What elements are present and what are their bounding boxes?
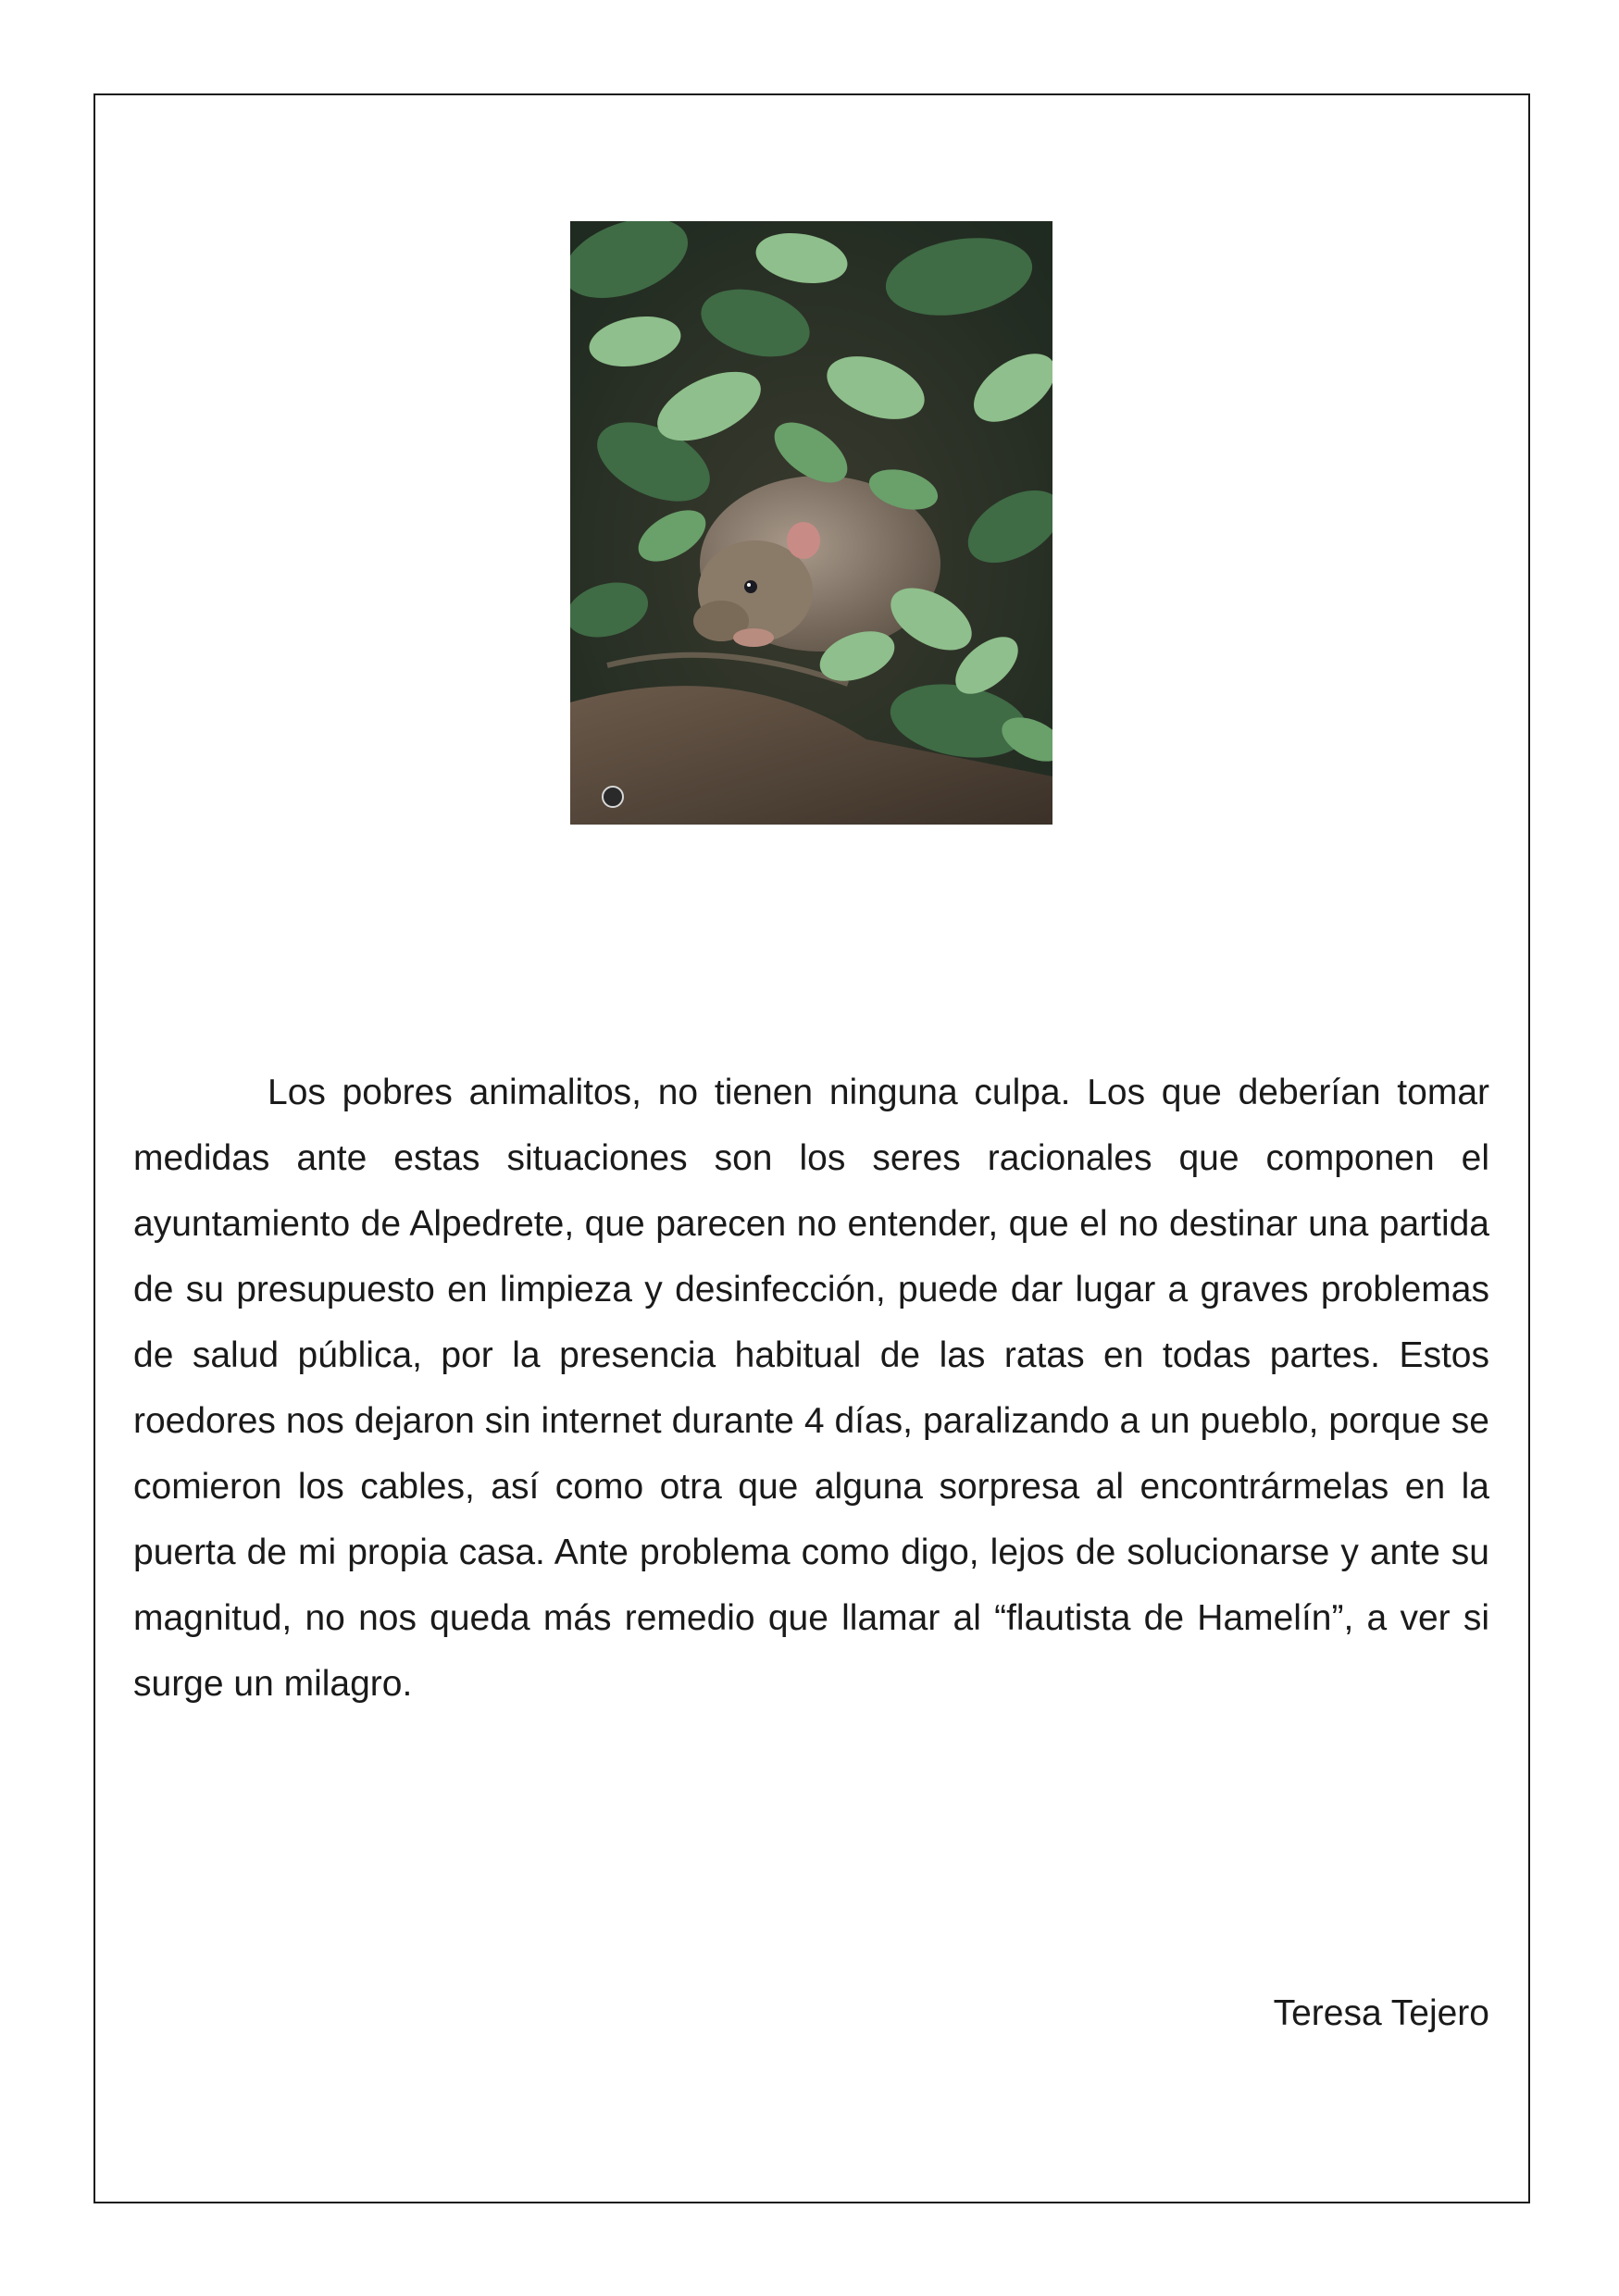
signature: Teresa Tejero: [1273, 1993, 1489, 2033]
body-paragraph: Los pobres animalitos, no tienen ninguna culpa. Los que deberían tomar medidas ante estas situaciones son los seres racionales que componen el ayuntamiento de Alpedrete, que parecen no entender, que el no destinar una partida de su presupuesto en limpieza y desinfección, puede dar lugar a graves problemas de salud pública, por la presencia habitual de las ratas en todas partes. Estos roedores nos dejaron sin internet durante 4 días, paralizando a un pueblo, porque se comieron los cables, así como otra que alguna sorpresa al encontrármelas en la puerta de mi propia casa. Ante problema como digo, lejos de solucionarse y ante su magnitud, no nos queda más remedio que llamar al “flautista de Hamelín”, a ver si surge un milagro.: [133, 1073, 1489, 1704]
rat-photo: [570, 221, 1052, 825]
